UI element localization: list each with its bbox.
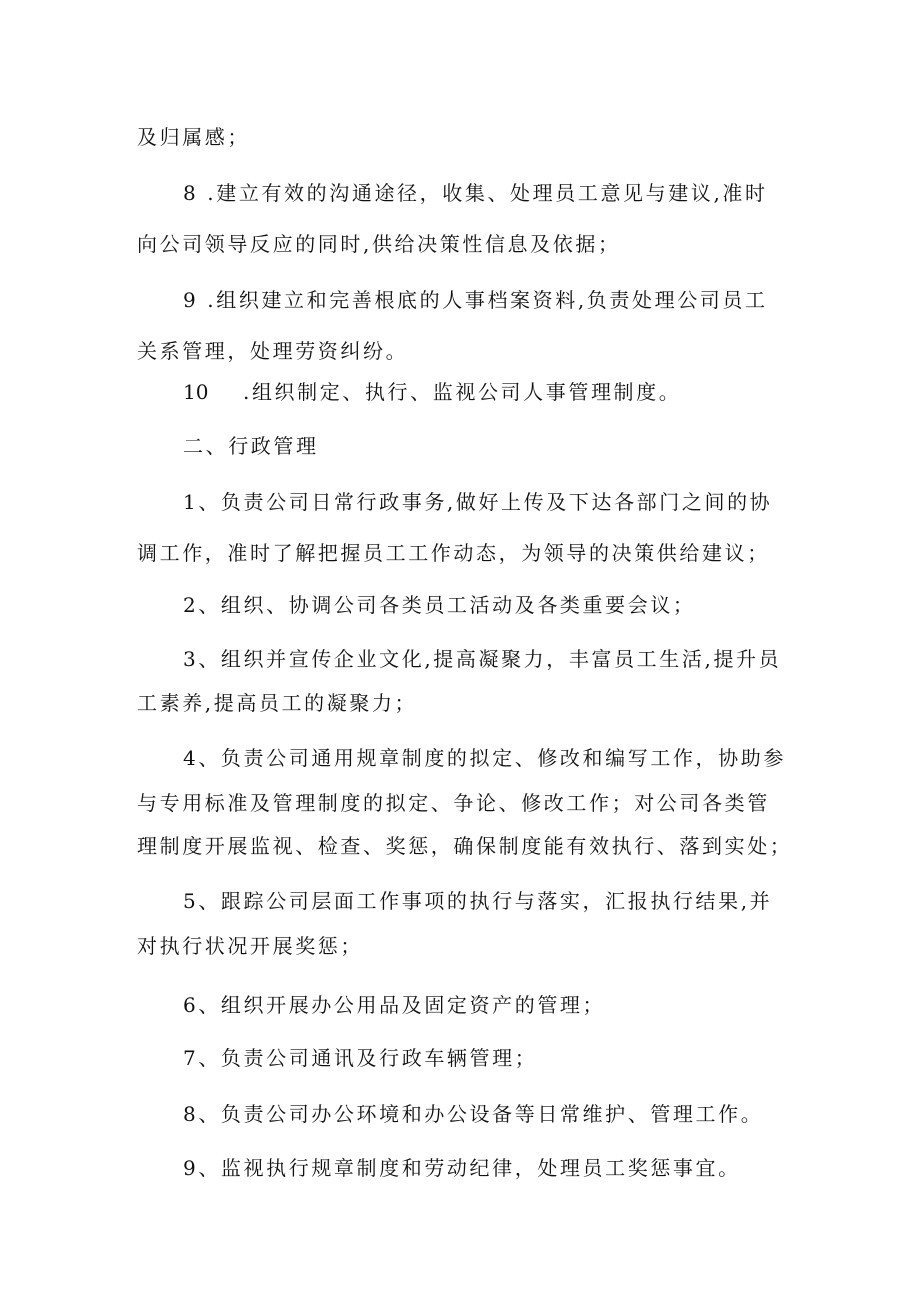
admin-item-7: 7、负责公司通讯及行政车辆管理； <box>183 1046 538 1070</box>
list-item-10-text: .组织制定、执行、监视公司人事管理制度。 <box>243 380 682 404</box>
admin-item-3-line-2: 工素养,提高员工的凝聚力； <box>137 691 418 715</box>
text-line: 及归属感； <box>137 125 250 149</box>
admin-item-4-line-2: 与专用标准及管理制度的拟定、争论、修改工作；对公司各类管 <box>137 791 770 815</box>
admin-item-1-line-1: 1、负责公司日常行政事务,做好上传及下达各部门之间的协 <box>183 490 773 514</box>
admin-item-8: 8、负责公司办公环境和办公设备等日常维护、管理工作。 <box>183 1102 764 1126</box>
admin-item-9: 9、监视执行规章制度和劳动纪律，处理员工奖惩事宜。 <box>183 1156 741 1180</box>
list-item-10-number: 10 <box>183 380 209 404</box>
admin-item-3-line-1: 3、组织并宣传企业文化,提高凝聚力，丰富员工生活,提升员 <box>183 647 782 671</box>
admin-item-5-line-1: 5、跟踪公司层面工作事项的执行与落实，汇报执行结果,并 <box>183 889 773 913</box>
admin-item-5-line-2: 对执行状况开展奖惩； <box>137 934 363 958</box>
section-heading: 二、行政管理 <box>183 434 319 458</box>
list-item-8-line-1: 8 .建立有效的沟通途径，收集、处理员工意见与建议,准时 <box>183 181 768 205</box>
list-item-9-line-2: 关系管理，处理劳资纠纷。 <box>137 339 409 363</box>
admin-item-1-line-2: 调工作，准时了解把握员工工作动态，为领导的决策供给建议； <box>137 541 770 565</box>
admin-item-4-line-3: 理制度开展监视、检查、奖惩，确保制度能有效执行、落到实处； <box>137 834 793 858</box>
admin-item-6: 6、组织开展办公用品及固定资产的管理； <box>183 993 606 1017</box>
admin-item-4-line-1: 4、负责公司通用规章制度的拟定、修改和编写工作，协助参 <box>183 746 786 770</box>
admin-item-2: 2、组织、协调公司各类员工活动及各类重要会议； <box>183 593 696 617</box>
list-item-8-line-2: 向公司领导反应的同时,供给决策性信息及依据； <box>137 232 621 256</box>
list-item-9-line-1: 9 .组织建立和完善根底的人事档案资料,负责处理公司员工 <box>183 288 768 312</box>
